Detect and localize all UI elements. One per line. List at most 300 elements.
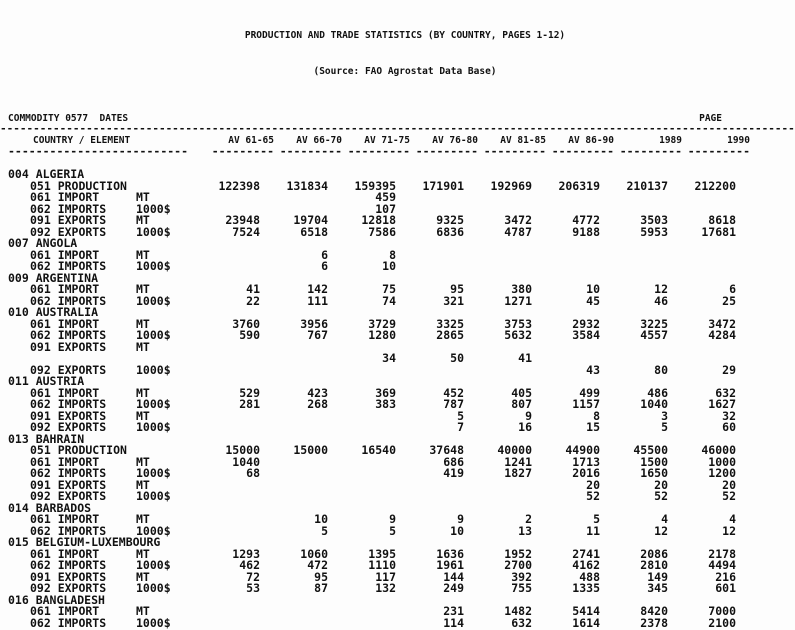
value-cell: 5 <box>389 523 396 538</box>
unit-cell: 1000$ <box>136 224 171 239</box>
value-cell <box>600 261 668 273</box>
value-cell: 3472 <box>504 213 532 227</box>
value-cell: 3325 <box>436 316 464 331</box>
value-cell: 206319 <box>558 178 600 193</box>
value-cell <box>668 342 736 354</box>
value-cell <box>396 192 464 204</box>
element-label: 062 IMPORTS <box>30 615 107 630</box>
table-row <box>0 514 750 526</box>
column-header: AV 76-80 <box>432 135 478 146</box>
value-cell: 459 <box>375 190 396 204</box>
value-cell <box>260 422 328 434</box>
unit-cell: MT <box>136 477 150 492</box>
element-label: 092 EXPORTS <box>30 489 107 503</box>
value-cell: 1110 <box>368 558 396 572</box>
value-cell: 472 <box>307 558 328 572</box>
table-row <box>0 330 750 342</box>
unit-cell: MT <box>136 213 150 227</box>
value-cell: 7 <box>457 420 464 434</box>
value-cell: 1713 <box>572 454 600 469</box>
value-cell: 590 <box>239 328 260 342</box>
value-cell: 632 <box>511 615 532 630</box>
column-underline-row <box>0 144 750 158</box>
value-cell: 142 <box>307 282 328 296</box>
value-cell <box>328 491 396 503</box>
value-cell: 131834 <box>286 178 328 193</box>
country-row <box>0 592 750 607</box>
value-cell: 9325 <box>436 213 464 227</box>
value-cell: 5 <box>661 420 668 434</box>
value-cell: 281 <box>239 397 260 411</box>
value-cell: 486 <box>647 385 668 400</box>
value-cell: 4494 <box>708 558 736 572</box>
value-cell <box>668 192 736 204</box>
value-cell: 369 <box>375 385 396 400</box>
country-label: 014 BARBADOS <box>8 500 92 515</box>
value-cell: 1500 <box>640 454 668 469</box>
table-row <box>0 606 750 618</box>
value-cell: 7524 <box>232 224 260 239</box>
value-cell: 686 <box>443 454 464 469</box>
value-cell <box>532 192 600 204</box>
table-row <box>0 247 750 262</box>
unit-cell: MT <box>136 569 150 584</box>
value-cell: 12818 <box>361 213 396 227</box>
unit-cell: 1000$ <box>136 489 171 503</box>
value-cell: 1040 <box>640 397 668 411</box>
value-cell: 159395 <box>354 178 396 193</box>
value-cell: 95 <box>450 282 464 296</box>
value-cell: 5 <box>593 512 600 526</box>
value-cell: 405 <box>511 385 532 400</box>
table-row <box>0 477 750 492</box>
unit-cell: MT <box>136 385 150 400</box>
value-cell: 68 <box>246 466 260 480</box>
value-cell <box>328 480 396 492</box>
value-cell: 52 <box>654 489 668 503</box>
value-cell: 2700 <box>504 558 532 572</box>
unit-cell: MT <box>136 604 150 618</box>
value-cell: 2932 <box>572 316 600 331</box>
value-cell: 192969 <box>490 178 532 193</box>
value-cell: 1952 <box>504 546 532 561</box>
value-cell: 52 <box>586 489 600 503</box>
value-cell: 10 <box>314 512 328 526</box>
value-cell: 117 <box>375 569 396 584</box>
value-cell: 111 <box>307 293 328 308</box>
value-cell: 34 <box>382 351 396 365</box>
value-cell: 46000 <box>701 443 736 457</box>
element-label: 092 EXPORTS <box>30 581 107 595</box>
table-body <box>0 169 750 629</box>
table-row <box>0 353 750 365</box>
element-label: 062 IMPORTS <box>30 523 107 538</box>
unit-cell: 1000$ <box>136 523 171 538</box>
value-cell: 20 <box>654 477 668 492</box>
value-cell: 5953 <box>640 224 668 239</box>
country-label: 009 ARGENTINA <box>8 270 99 285</box>
value-cell: 149 <box>647 569 668 584</box>
table-row <box>0 468 750 480</box>
value-cell: 419 <box>443 466 464 480</box>
value-cell: 12 <box>654 523 668 538</box>
table-row <box>0 491 750 503</box>
value-cell: 632 <box>715 385 736 400</box>
value-cell: 144 <box>443 569 464 584</box>
value-cell <box>396 491 464 503</box>
element-label: 061 IMPORT <box>30 385 100 400</box>
value-cell: 13 <box>518 523 532 538</box>
value-cell: 2378 <box>640 615 668 630</box>
value-cell: 249 <box>443 581 464 595</box>
element-label: 091 EXPORTS <box>30 213 107 227</box>
value-cell: 3225 <box>640 316 668 331</box>
value-cell: 345 <box>647 581 668 595</box>
value-cell: 452 <box>443 385 464 400</box>
value-cell <box>396 250 464 262</box>
value-cell: 44900 <box>565 443 600 457</box>
value-cell <box>260 491 328 503</box>
value-cell <box>600 192 668 204</box>
value-cell: 10 <box>450 523 464 538</box>
value-cell: 87 <box>314 581 328 595</box>
value-cell <box>260 365 328 377</box>
value-cell: 383 <box>375 397 396 411</box>
value-cell <box>600 250 668 262</box>
element-label: 062 IMPORTS <box>30 201 107 216</box>
page-title: PRODUCTION AND TRADE STATISTICS (BY COUNTRY, PAGES 1-12) <box>244 30 566 41</box>
value-cell: 6 <box>729 282 736 296</box>
value-cell: 4162 <box>572 558 600 572</box>
value-cell <box>192 411 260 423</box>
unit-cell: MT <box>136 316 150 331</box>
country-label: 011 AUSTRIA <box>8 374 85 388</box>
value-cell <box>328 411 396 423</box>
element-label: 062 IMPORTS <box>30 328 107 342</box>
value-cell: 22 <box>246 293 260 308</box>
value-cell: 1614 <box>572 615 600 630</box>
value-cell: 5414 <box>572 604 600 618</box>
value-cell: 2086 <box>640 546 668 561</box>
unit-cell: 1000$ <box>136 615 171 630</box>
value-cell: 4 <box>729 512 736 526</box>
value-cell: 1636 <box>436 546 464 561</box>
value-cell: 767 <box>307 328 328 342</box>
unit-cell: 1000$ <box>136 581 171 595</box>
value-cell <box>260 342 328 354</box>
spacer <box>0 158 750 169</box>
value-cell: 1827 <box>504 466 532 480</box>
country-label: 004 ALGERIA <box>8 167 85 181</box>
value-cell: 50 <box>450 351 464 365</box>
element-label: 061 IMPORT <box>30 190 100 204</box>
value-cell: 41 <box>246 282 260 296</box>
unit-cell: MT <box>136 247 150 262</box>
value-cell <box>464 365 532 377</box>
value-cell <box>192 365 260 377</box>
value-cell: 43 <box>586 362 600 377</box>
value-cell: 1280 <box>368 328 396 342</box>
value-cell: 6 <box>321 247 328 262</box>
table-row <box>0 408 750 423</box>
value-cell <box>464 250 532 262</box>
value-cell: 8 <box>593 408 600 423</box>
value-cell <box>328 618 396 630</box>
value-cell <box>668 261 736 273</box>
unit-cell: 1000$ <box>136 328 171 342</box>
value-cell: 32 <box>722 408 736 423</box>
value-cell: 1961 <box>436 558 464 572</box>
value-cell: 171901 <box>422 178 464 193</box>
value-cell <box>532 342 600 354</box>
value-cell: 9 <box>457 512 464 526</box>
value-cell <box>532 250 600 262</box>
value-cell: 231 <box>443 604 464 618</box>
value-cell: 216 <box>715 569 736 584</box>
column-header: AV 61-65 <box>228 135 274 146</box>
element-label: 062 IMPORTS <box>30 293 107 308</box>
value-cell <box>464 261 532 273</box>
value-cell: 8 <box>389 247 396 262</box>
column-header: AV 86-90 <box>568 135 614 146</box>
value-cell: 1200 <box>708 466 736 480</box>
table-row <box>0 445 750 457</box>
unit-cell: MT <box>136 190 150 204</box>
value-cell: 12 <box>722 523 736 538</box>
element-label: 091 EXPORTS <box>30 408 107 423</box>
unit-cell: MT <box>136 339 150 354</box>
element-label: 061 IMPORT <box>30 604 100 618</box>
value-cell: 5632 <box>504 328 532 342</box>
value-cell: 7586 <box>368 224 396 239</box>
value-cell: 8618 <box>708 213 736 227</box>
value-cell: 4 <box>661 512 668 526</box>
value-cell: 6836 <box>436 224 464 239</box>
value-cell <box>192 353 260 365</box>
unit-cell: 1000$ <box>136 293 171 308</box>
value-cell: 1241 <box>504 454 532 469</box>
unit-cell: 1000$ <box>136 201 171 216</box>
value-cell <box>260 411 328 423</box>
value-cell <box>260 468 328 480</box>
value-cell: 212200 <box>694 178 736 193</box>
value-cell: 45500 <box>633 443 668 457</box>
value-cell <box>192 526 260 538</box>
country-label: 015 BELGIUM-LUXEMBOURG <box>8 535 161 549</box>
column-header: 1990 <box>727 135 750 146</box>
element-label: 061 IMPORT <box>30 546 100 561</box>
unit-cell: 1000$ <box>136 259 171 273</box>
page-label: PAGE <box>699 113 722 124</box>
value-cell: 75 <box>382 282 396 296</box>
value-cell <box>328 422 396 434</box>
value-cell <box>532 261 600 273</box>
value-cell: 15000 <box>225 443 260 457</box>
value-cell: 2100 <box>708 615 736 630</box>
value-cell: 16540 <box>361 443 396 457</box>
element-label: 061 IMPORT <box>30 512 100 526</box>
element-label: 061 IMPORT <box>30 316 100 331</box>
country-row <box>0 238 750 250</box>
value-cell <box>192 514 260 526</box>
column-underline: --------- <box>415 144 478 158</box>
country-label: 016 BANGLADESH <box>8 592 105 607</box>
unit-cell: 1000$ <box>136 466 171 480</box>
table-row <box>0 422 750 434</box>
value-cell: 74 <box>382 293 396 308</box>
column-underline: --------- <box>619 144 682 158</box>
unit-cell: 1000$ <box>136 558 171 572</box>
value-cell: 787 <box>443 397 464 411</box>
value-cell: 4787 <box>504 224 532 239</box>
value-cell <box>668 250 736 262</box>
value-cell: 15 <box>586 420 600 434</box>
element-label: 062 IMPORTS <box>30 558 107 572</box>
value-cell: 10 <box>382 259 396 273</box>
value-cell: 1040 <box>232 454 260 469</box>
value-cell <box>328 606 396 618</box>
value-cell: 7000 <box>708 604 736 618</box>
table-row <box>0 583 750 595</box>
element-label: 092 EXPORTS <box>30 362 107 377</box>
value-cell: 95 <box>314 569 328 584</box>
value-cell <box>192 192 260 204</box>
value-cell: 3472 <box>708 316 736 331</box>
horizontal-rule: ------------------------------------------------------------------------------------------------------------------------ <box>0 122 795 135</box>
value-cell: 19704 <box>293 213 328 227</box>
value-cell: 2865 <box>436 328 464 342</box>
table-row <box>0 454 750 469</box>
table-row <box>0 615 750 630</box>
value-cell: 6518 <box>300 224 328 239</box>
element-label: 092 EXPORTS <box>30 224 107 239</box>
value-cell <box>260 192 328 204</box>
value-cell: 60 <box>722 420 736 434</box>
table-row <box>0 339 750 354</box>
value-cell: 9 <box>525 408 532 423</box>
unit-cell: MT <box>136 282 150 296</box>
element-label: 092 EXPORTS <box>30 420 107 434</box>
value-cell <box>260 618 328 630</box>
value-cell: 41 <box>518 351 532 365</box>
country-label: 010 AUSTRALIA <box>8 305 99 319</box>
element-label: 062 IMPORTS <box>30 259 107 273</box>
value-cell <box>192 606 260 618</box>
value-cell: 25 <box>722 293 736 308</box>
value-cell: 122398 <box>218 178 260 193</box>
column-header: AV 66-70 <box>296 135 342 146</box>
value-cell: 1482 <box>504 604 532 618</box>
unit-cell: MT <box>136 546 150 561</box>
value-cell <box>464 192 532 204</box>
value-cell: 1335 <box>572 581 600 595</box>
value-cell <box>396 261 464 273</box>
value-cell: 52 <box>722 489 736 503</box>
title-block <box>0 0 750 102</box>
unit-cell: 1000$ <box>136 397 171 411</box>
value-cell: 6 <box>321 259 328 273</box>
value-cell: 3 <box>661 408 668 423</box>
country-row <box>0 270 750 285</box>
value-cell <box>192 422 260 434</box>
country-label: 007 ANGOLA <box>8 236 78 250</box>
value-cell: 1650 <box>640 466 668 480</box>
value-cell: 16 <box>518 420 532 434</box>
value-cell: 1271 <box>504 293 532 308</box>
table-row <box>0 224 750 239</box>
column-header: 1989 <box>659 135 682 146</box>
value-cell: 12 <box>654 282 668 296</box>
element-label: 051 PRODUCTION <box>30 443 127 457</box>
country-label: 013 BAHRAIN <box>8 431 85 446</box>
column-underline: --------- <box>279 144 342 158</box>
value-cell: 2 <box>525 512 532 526</box>
table-row <box>0 284 750 296</box>
element-label: 051 PRODUCTION <box>30 178 127 193</box>
value-cell: 80 <box>654 362 668 377</box>
element-label: 062 IMPORTS <box>30 466 107 480</box>
value-cell <box>600 342 668 354</box>
value-cell: 132 <box>375 581 396 595</box>
row-header-underline: -------------------------- <box>8 144 189 158</box>
element-label: 061 IMPORT <box>30 247 100 262</box>
value-cell: 29 <box>722 362 736 377</box>
value-cell: 462 <box>239 558 260 572</box>
value-cell: 114 <box>443 615 464 630</box>
table-row <box>0 362 750 377</box>
value-cell <box>192 342 260 354</box>
value-cell <box>192 618 260 630</box>
value-cell: 20 <box>722 477 736 492</box>
value-cell: 4557 <box>640 328 668 342</box>
value-cell: 1060 <box>300 546 328 561</box>
value-cell: 3956 <box>300 316 328 331</box>
value-cell: 23948 <box>225 213 260 227</box>
value-cell <box>328 468 396 480</box>
column-underline: --------- <box>347 144 410 158</box>
value-cell <box>464 491 532 503</box>
commodity-label: COMMODITY 0577 DATES <box>8 113 129 124</box>
value-cell: 37648 <box>429 443 464 457</box>
value-cell: 4772 <box>572 213 600 227</box>
value-cell: 210137 <box>626 178 668 193</box>
row-header-label: COUNTRY / ELEMENT <box>33 135 131 146</box>
value-cell: 755 <box>511 581 532 595</box>
element-label: 091 EXPORTS <box>30 339 107 354</box>
unit-cell: 1000$ <box>136 420 171 434</box>
value-cell: 4284 <box>708 328 736 342</box>
element-label: 091 EXPORTS <box>30 477 107 492</box>
value-cell: 5 <box>457 408 464 423</box>
value-cell: 529 <box>239 385 260 400</box>
unit-cell: MT <box>136 454 150 469</box>
value-cell <box>192 261 260 273</box>
value-cell: 2016 <box>572 466 600 480</box>
element-label: 062 IMPORTS <box>30 397 107 411</box>
value-cell: 2741 <box>572 546 600 561</box>
value-cell: 1000 <box>708 454 736 469</box>
value-cell <box>260 606 328 618</box>
value-cell: 1395 <box>368 546 396 561</box>
value-cell: 9188 <box>572 224 600 239</box>
value-cell: 2810 <box>640 558 668 572</box>
unit-cell: MT <box>136 512 150 526</box>
value-cell <box>260 457 328 469</box>
value-cell: 5 <box>321 523 328 538</box>
value-cell <box>260 480 328 492</box>
element-label: 061 IMPORT <box>30 454 100 469</box>
value-cell: 1627 <box>708 397 736 411</box>
